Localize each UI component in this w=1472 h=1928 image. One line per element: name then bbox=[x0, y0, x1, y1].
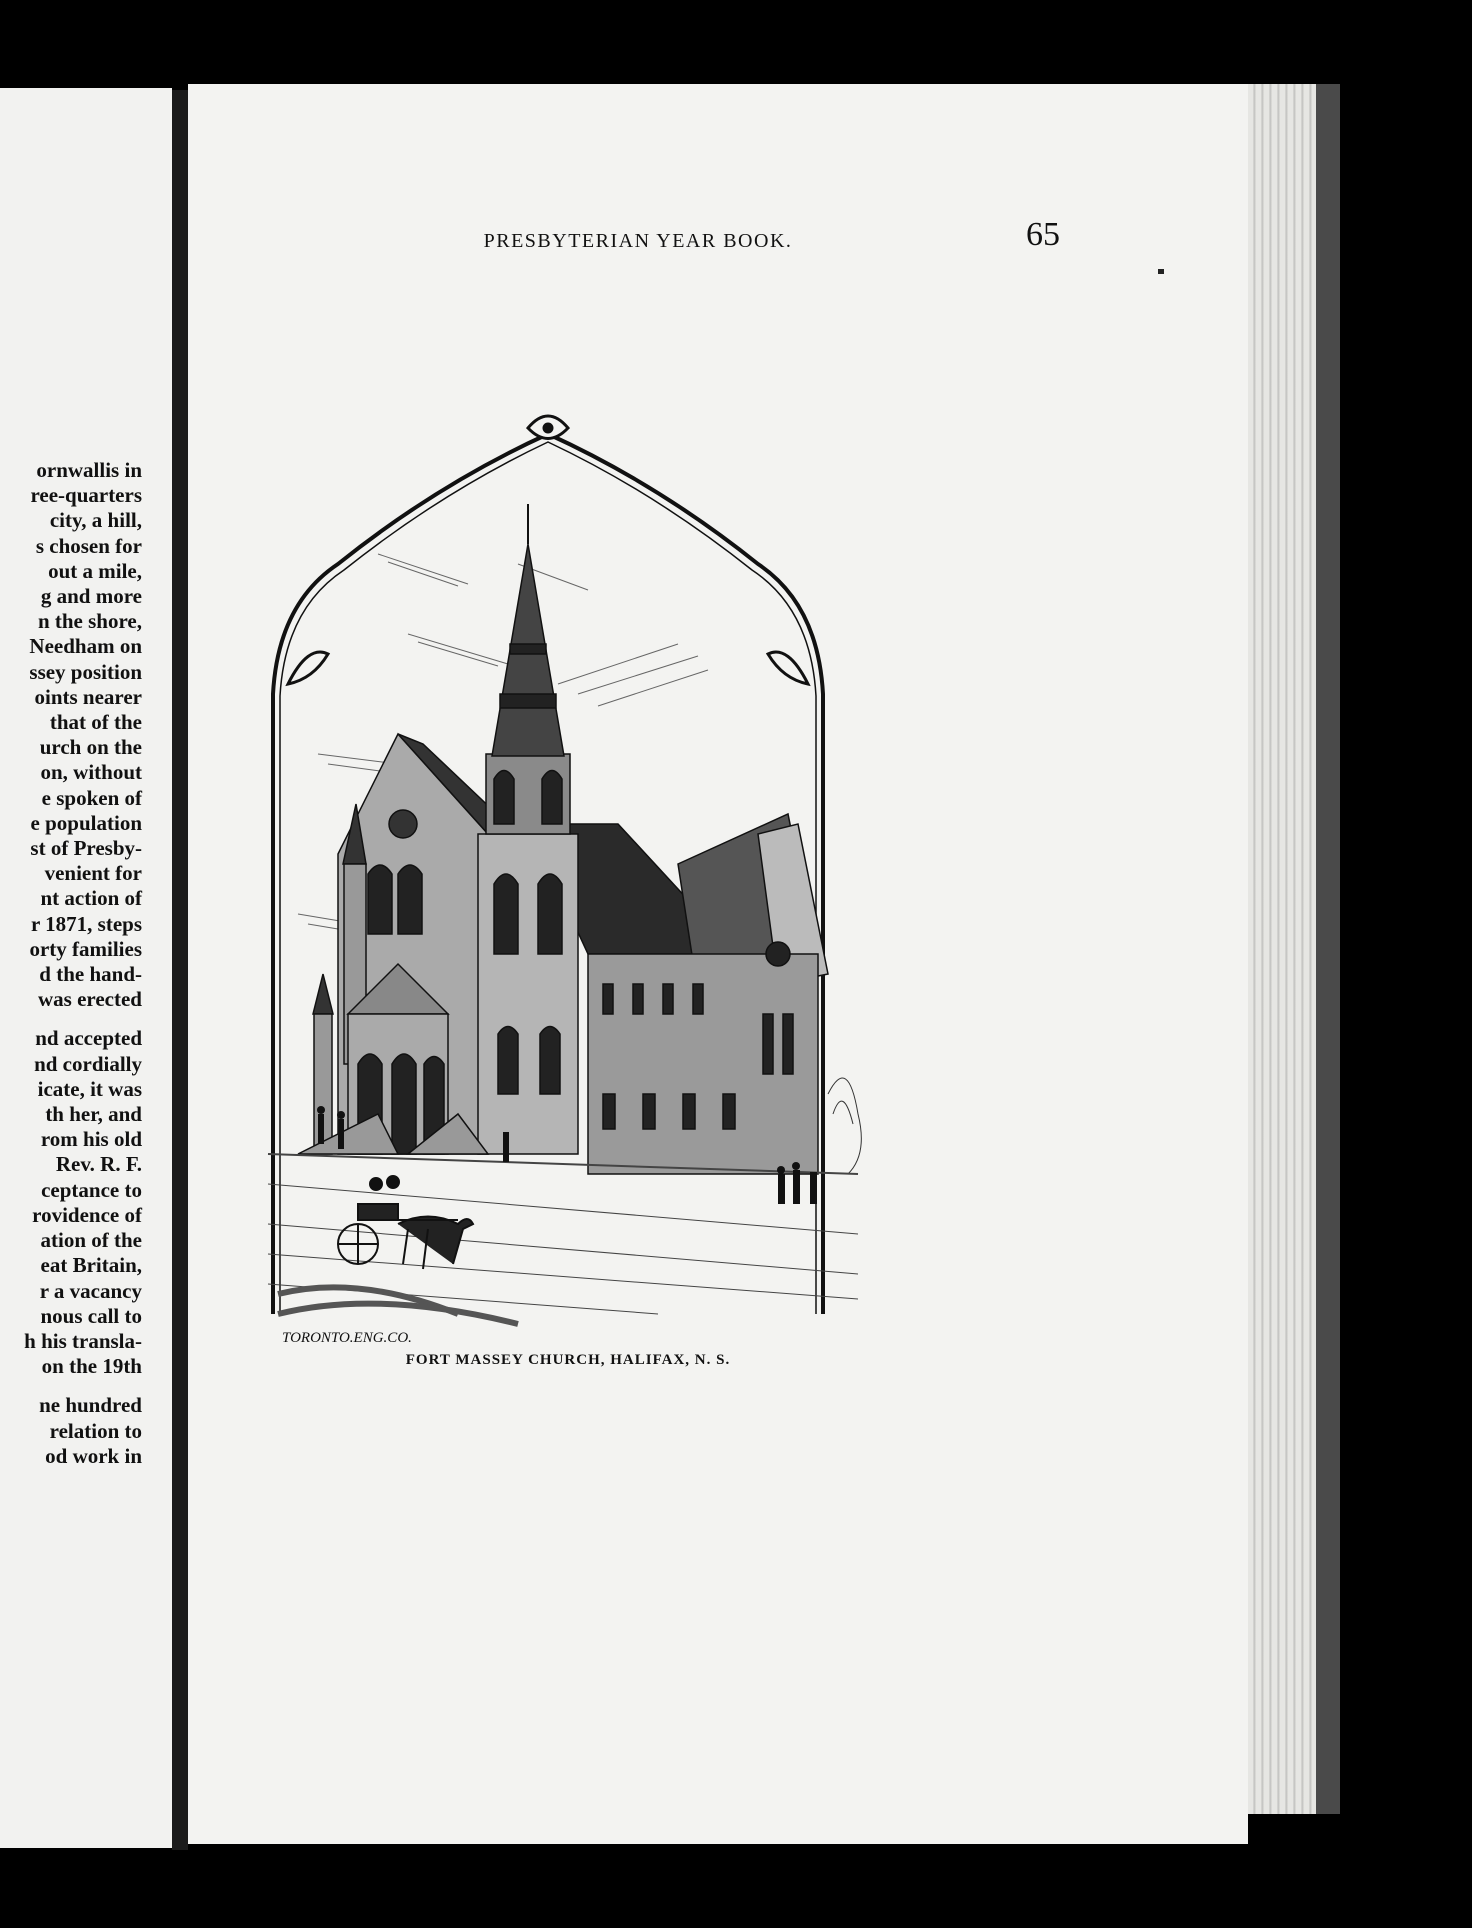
church-building bbox=[298, 504, 828, 1174]
illustration-caption: FORT MASSEY CHURCH, HALIFAX, N. S. bbox=[405, 1352, 731, 1368]
street bbox=[268, 1154, 858, 1324]
text-line: ssey position bbox=[29, 659, 142, 684]
text-line: ornwallis in bbox=[36, 458, 142, 482]
text-line: relation to bbox=[49, 1418, 142, 1443]
text-line: s chosen for bbox=[35, 533, 142, 558]
text-line: orty families bbox=[29, 936, 142, 961]
book-binding bbox=[172, 90, 188, 1850]
text-line: e population bbox=[30, 810, 142, 835]
text-line: ree-quarters bbox=[30, 483, 142, 508]
text-line: nous call to bbox=[40, 1303, 142, 1328]
book-edge bbox=[1316, 84, 1340, 1814]
text-line: eat Britain, bbox=[40, 1253, 142, 1278]
text-line: g and more bbox=[40, 584, 142, 609]
text-line: n the shore, bbox=[37, 609, 142, 634]
text-line: on, without bbox=[40, 760, 142, 785]
margin-mark bbox=[1158, 269, 1164, 274]
text-line: out a mile, bbox=[48, 558, 142, 583]
text-line: ation of the bbox=[40, 1228, 142, 1253]
tree bbox=[828, 1078, 861, 1174]
text-line: rovidence of bbox=[32, 1202, 142, 1227]
text-line: nd cordially bbox=[34, 1051, 142, 1076]
text-line: icate, it was bbox=[37, 1076, 142, 1101]
text-line: r a vacancy bbox=[39, 1278, 142, 1303]
text-line: h his transla- bbox=[24, 1328, 142, 1353]
text-line: ne hundred bbox=[39, 1393, 142, 1418]
text-line: that of the bbox=[49, 710, 142, 735]
running-head: PRESBYTERIAN YEAR BOOK. bbox=[483, 230, 793, 252]
text-line: ceptance to bbox=[41, 1177, 142, 1202]
text-line: was erected bbox=[38, 987, 142, 1012]
text-line: od work in bbox=[45, 1443, 142, 1468]
text-line: Needham on bbox=[29, 634, 142, 659]
text-line: on the 19th bbox=[41, 1354, 142, 1379]
left-page bbox=[0, 88, 172, 1848]
page-edges bbox=[1248, 84, 1316, 1814]
text-line: r 1871, steps bbox=[30, 911, 142, 936]
text-line: st of Presby- bbox=[30, 836, 142, 861]
engraver-signature: TORONTO.ENG.CO. bbox=[282, 1330, 412, 1346]
text-line: nt action of bbox=[40, 886, 142, 911]
left-page-text bbox=[0, 458, 142, 1469]
text-line: d the hand- bbox=[39, 962, 142, 987]
text-line: th her, and bbox=[45, 1102, 142, 1127]
horse-carriage bbox=[338, 1176, 473, 1269]
page-number: 65 bbox=[1026, 216, 1060, 253]
church-engraving bbox=[258, 394, 878, 1354]
right-page bbox=[188, 84, 1248, 1844]
text-line: oints nearer bbox=[34, 684, 142, 709]
text-line: urch on the bbox=[39, 735, 142, 760]
text-line: nd accepted bbox=[35, 1026, 142, 1051]
text-line: rom his old bbox=[40, 1127, 142, 1152]
text-line: venient for bbox=[44, 861, 142, 886]
text-line: Rev. R. F. bbox=[55, 1152, 142, 1177]
text-line: e spoken of bbox=[41, 785, 142, 810]
text-line: city, a hill, bbox=[49, 508, 142, 533]
